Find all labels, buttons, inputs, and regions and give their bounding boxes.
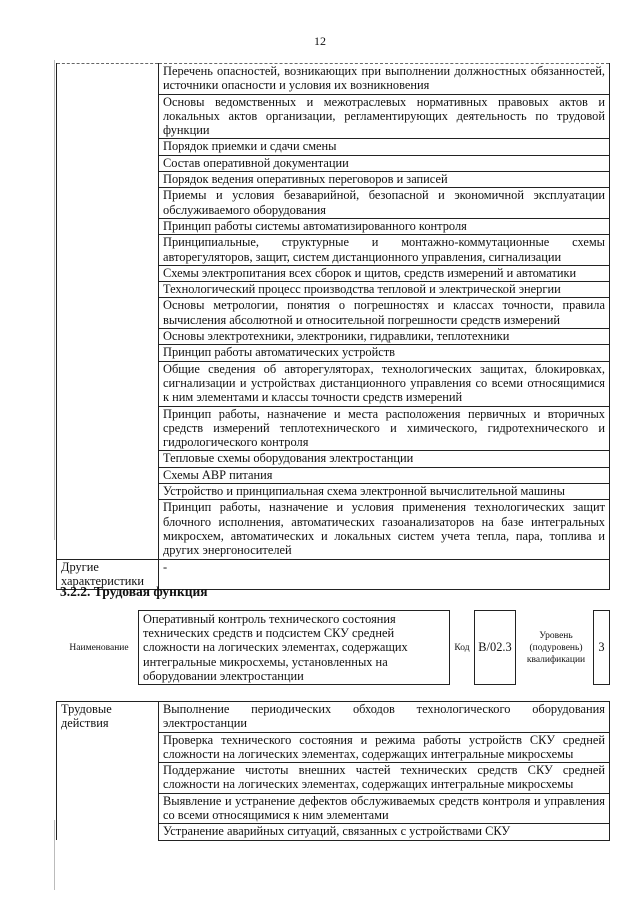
table-row	[57, 64, 610, 95]
knowledge-item: Принцип работы автоматических устройств	[159, 345, 610, 361]
knowledge-item: Состав оперативной документации	[159, 155, 610, 171]
qualification-level-label: Уровень (подуровень) квалификации	[526, 630, 586, 665]
labor-action-item: Поддержание чистоты внешних частей технических средств СКУ средней сложности на логических элементах, содержащих интегральные микросхемы	[159, 763, 610, 794]
table-row	[57, 702, 610, 733]
labor-action-item: Проверка технического состояния и режима работы устройств СКУ средней сложности на логических элементах, содержащих интегральные микросхемы	[159, 732, 610, 763]
knowledge-item: Тепловые схемы оборудования электростанции	[159, 451, 610, 467]
knowledge-item: Принцип работы, назначение и места расположения первичных и вторичных средств измерений теплотехнического и химического, гидротехнического и гидрологического контроля	[159, 406, 610, 451]
labor-actions-table	[56, 701, 610, 841]
labor-action-item: Устранение аварийных ситуаций, связанных с устройствами СКУ	[159, 824, 610, 840]
function-code-value: В/02.3	[474, 610, 516, 685]
function-name-value: Оперативный контроль технического состояния технических средств и подсистем СКУ средней сложности на логических элементах, содержащих интегральные микросхемы, установленных на оборудовании электростанции	[138, 610, 450, 685]
qualification-level-value: 3	[593, 610, 610, 685]
section-title: 3.2.2. Трудовая функция	[60, 584, 208, 599]
knowledge-item: Основы метрологии, понятия о погрешностях и классах точности, правила вычисления абсолютной и относительной погрешности средств измерений	[159, 298, 610, 329]
name-label: Наименование	[69, 642, 129, 653]
knowledge-item: Основы ведомственных и межотраслевых нормативных правовых актов и локальных актов организации, регламентирующих деятельность по трудовой функции	[159, 94, 610, 139]
knowledge-item: Общие сведения об авторегуляторах, технологических защитах, блокировках, сигнализации и устройствах дистанционного управления со всеми относящимися к ним элементами и классы точности средств измерений	[159, 361, 610, 406]
labor-actions-label: Трудовые действия	[57, 702, 159, 841]
page-number: 12	[314, 34, 326, 48]
knowledge-item: Принципиальные, структурные и монтажно-коммутационные схемы авторегуляторов, защит, систем дистанционного управления, сигнализации	[159, 235, 610, 266]
knowledge-item: Принцип работы системы автоматизированного контроля	[159, 218, 610, 234]
knowledge-item: Приемы и условия безаварийной, безопасной и экономичной эксплуатации обслуживаемого оборудования	[159, 188, 610, 219]
other-characteristics-value: -	[159, 559, 610, 590]
labor-action-item: Выявление и устранение дефектов обслуживаемых средств контроля и управления со всеми относящимися к ним элементами	[159, 793, 610, 824]
labor-action-item: Выполнение периодических обходов технологического оборудования электростанции	[159, 702, 610, 733]
knowledge-item: Порядок ведения оперативных переговоров и записей	[159, 172, 610, 188]
knowledge-item: Схемы АВР питания	[159, 467, 610, 483]
knowledge-item: Перечень опасностей, возникающих при выполнении должностных обязанностей, источники опасности и условия их возникновения	[159, 64, 610, 95]
scan-edge-line	[54, 60, 55, 540]
knowledge-table	[56, 63, 610, 590]
knowledge-item: Технологический процесс производства тепловой и электрической энергии	[159, 282, 610, 298]
scan-edge-line	[54, 820, 55, 890]
other-characteristics-label: Другие характеристики	[57, 559, 159, 590]
knowledge-item: Принцип работы, назначение и условия применения технологических защит блочного исполнения, автоматических газоанализаторов на базе интегральных микросхем, автоматических и локальных систем учета тепла, пара, топлива и других энергоносителей	[159, 500, 610, 559]
code-label: Код	[454, 642, 470, 653]
knowledge-item: Основы электротехники, электроники, гидравлики, теплотехники	[159, 329, 610, 345]
knowledge-item: Схемы электропитания всех сборок и щитов, средств измерений и автоматики	[159, 265, 610, 281]
knowledge-item: Устройство и принципиальная схема электронной вычислительной машины	[159, 484, 610, 500]
knowledge-item: Порядок приемки и сдачи смены	[159, 139, 610, 155]
table-label-cell	[57, 64, 159, 560]
